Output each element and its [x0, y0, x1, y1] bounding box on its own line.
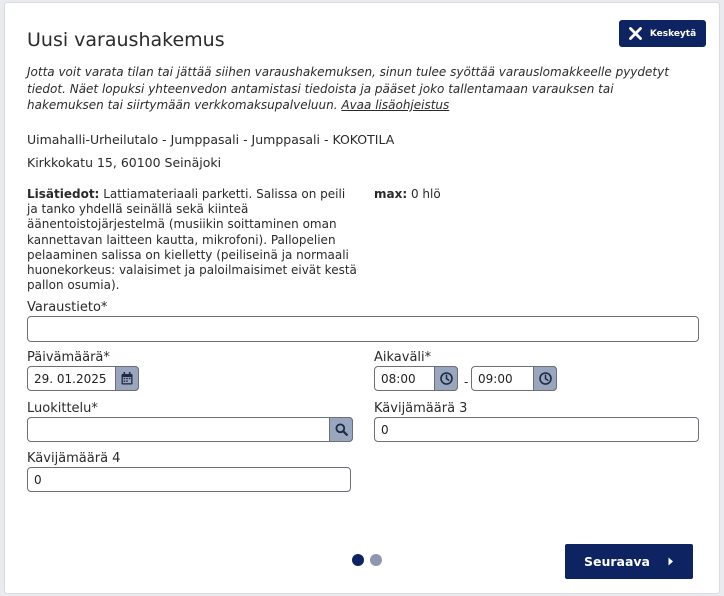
- kavija4-label: Kävijämäärä 4: [27, 451, 121, 466]
- date-label: Päivämäärä*: [27, 350, 110, 365]
- end-time-button[interactable]: [533, 366, 557, 391]
- help-link[interactable]: Avaa lisäohjeistus: [341, 98, 450, 112]
- max-label: max:: [374, 187, 408, 201]
- info-label: Lisätiedot:: [27, 187, 100, 201]
- max-value: 0 hlö: [410, 187, 441, 201]
- search-icon: [335, 423, 348, 436]
- luokittelu-search-button[interactable]: [329, 417, 353, 442]
- cancel-button[interactable]: [619, 20, 706, 47]
- step-indicator: [352, 554, 382, 566]
- clock-icon: [539, 372, 552, 385]
- luokittelu-input[interactable]: [27, 417, 353, 442]
- interval-separator: -: [464, 375, 469, 389]
- luokittelu-label: Luokittelu*: [27, 401, 98, 416]
- start-time-button[interactable]: [434, 366, 458, 391]
- date-value: 29. 01.2025: [34, 371, 107, 386]
- intro-text: [27, 64, 687, 114]
- step-dot[interactable]: [370, 554, 382, 566]
- info-text: Lattiamateriaali parketti. Salissa on peili ja tanko yhdellä seinällä sekä kiinteä äänentoistojärjestelmä (musiikin soittaminen oman kannettavan laitteen kautta, mikrofoni). Pallopelien pelaaminen salissa on kielletty (peiliseinä ja normaali huonekorkeus: valaisimet ja paloilmaisimet eivät kestä pallon osumia).: [27, 187, 357, 293]
- start-time-value: 08:00: [381, 371, 416, 386]
- close-icon: [629, 27, 642, 40]
- next-button-label: Seuraava: [584, 554, 650, 569]
- varaustieto-label: Varaustieto*: [27, 300, 108, 315]
- venue-address: Kirkkokatu 15, 60100 Seinäjoki: [27, 155, 222, 170]
- dialog-title: Uusi varaushakemus: [27, 29, 225, 51]
- kavija4-value: 0: [34, 472, 42, 487]
- venue-info: [27, 187, 357, 293]
- chevron-right-icon: [668, 557, 674, 566]
- next-button[interactable]: [565, 544, 693, 579]
- venue-name: Uimahalli-Urheilutalo - Jumppasali - Jumppasali - KOKOTILA: [27, 132, 395, 147]
- kavija3-input[interactable]: [374, 417, 699, 442]
- calendar-icon: [121, 372, 133, 385]
- kavija3-value: 0: [381, 422, 389, 437]
- varaustieto-input[interactable]: [27, 316, 699, 342]
- end-time-value: 09:00: [478, 371, 513, 386]
- cancel-button-label: Keskeytä: [649, 28, 697, 39]
- max-capacity: [374, 187, 441, 201]
- kavija4-input[interactable]: [27, 467, 351, 492]
- step-dot-active[interactable]: [352, 554, 364, 566]
- intro-paragraph: Jotta voit varata tilan tai jättää siihen varaushakemuksen, sinun tulee syöttää varauslomakkeelle pyydetyt tiedot. Näet lopuksi yhteenvedon antamistasi tiedoista ja pääset joko tallentamaan varauksen tai hakemuksen tai siirtymään verkkomaksupalveluun.: [27, 65, 669, 112]
- end-time-input[interactable]: [471, 366, 557, 391]
- interval-label: Aikaväli*: [374, 350, 432, 365]
- start-time-input[interactable]: [374, 366, 458, 391]
- kavija3-label: Kävijämäärä 3: [374, 401, 468, 416]
- date-input[interactable]: [27, 366, 139, 391]
- date-picker-button[interactable]: [115, 366, 139, 391]
- clock-icon: [440, 372, 453, 385]
- reservation-dialog: [4, 2, 720, 594]
